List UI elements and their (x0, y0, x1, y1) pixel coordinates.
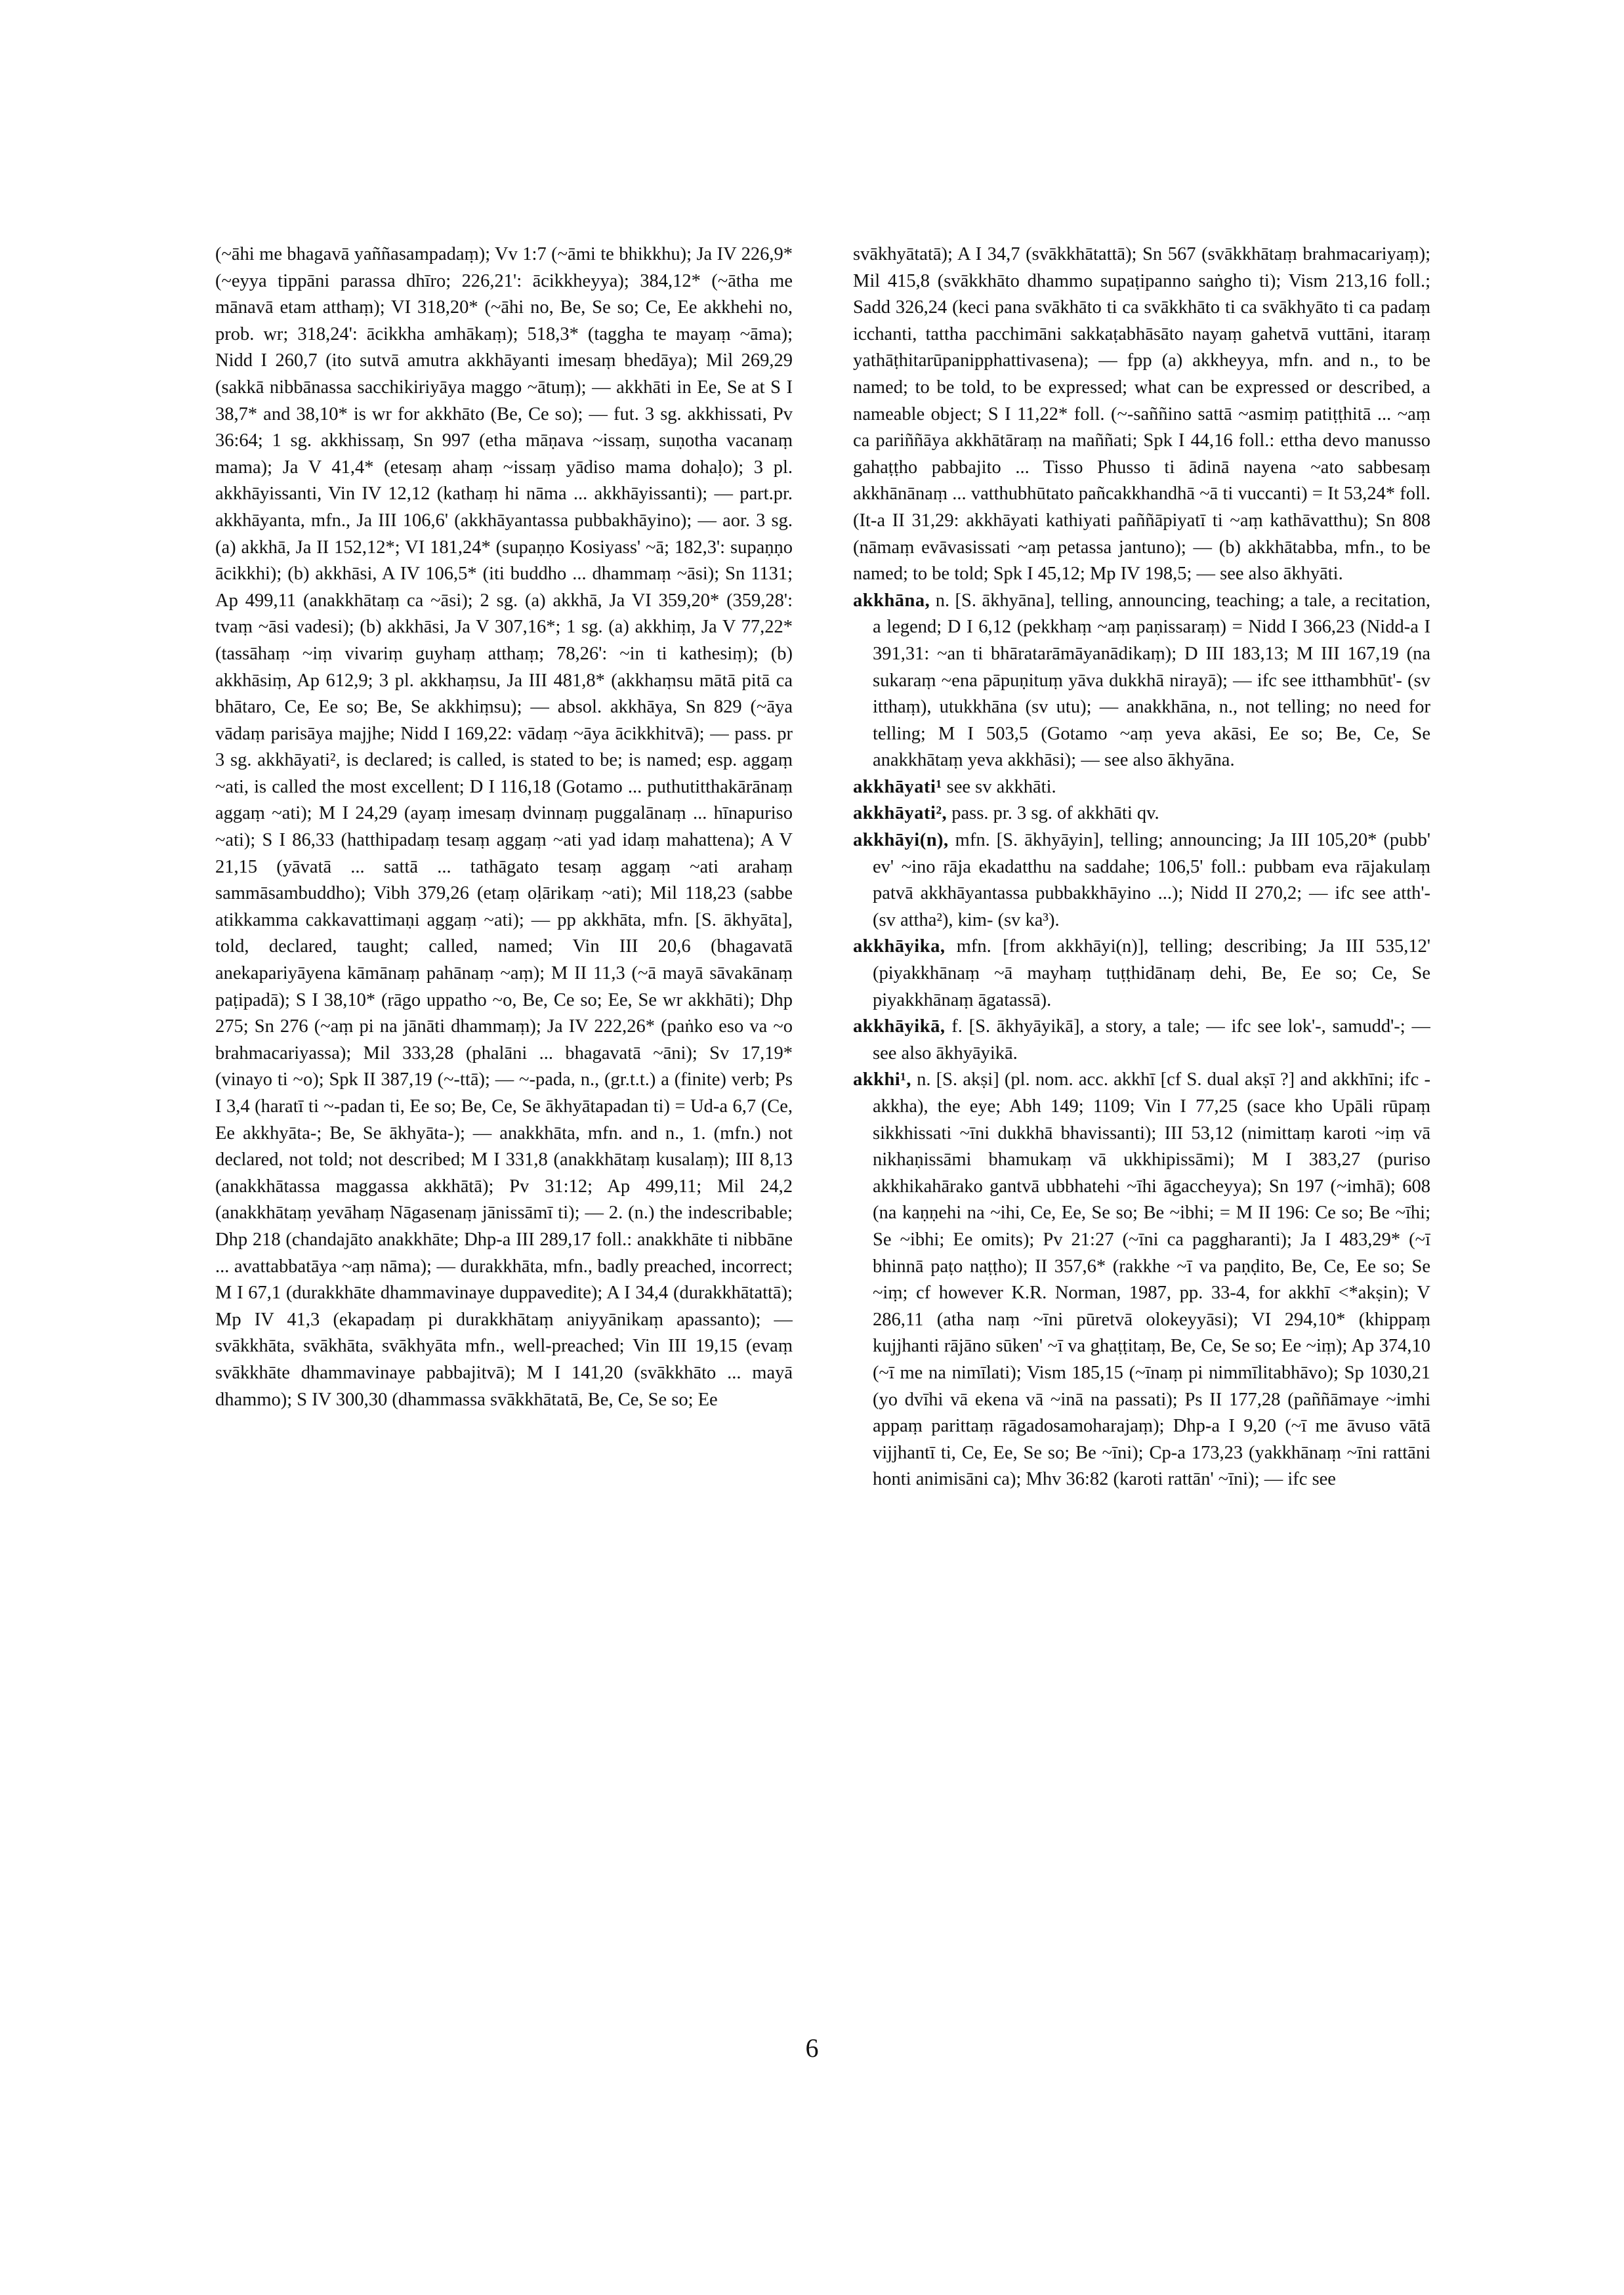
left-column (215, 241, 793, 1974)
page-number: 6 (805, 2033, 819, 2063)
entry-body: mfn. [from akkhāyi(n)], telling; describing; Ja III 535,12' (piyakkhānaṃ ~ā mayhaṃ tuṭṭhidānaṃ dehi, Be, Ee so; Ce, Se piyakkhānaṃ āgatassā). (873, 936, 1430, 1010)
entry-body: n. [S. ākhyāna], telling, announcing, teaching; a tale, a recitation, a legend; D I 6,12 (pekkhaṃ ~aṃ paṇissaraṃ) = Nidd I 366,23 (Nidd-a I 391,31: ~an ti bhāratarāmāyanādikaṃ); D III 183,13; M III 167,19 (na sukaraṃ ~ena pāpuṇituṃ yāva dukkhā nirayā); — ifc see itthambhūt'- (sv itthaṃ), utukkhāna (sv utu); — anakkhāna, n., not telling; no need for telling; M I 503,5 (Gotamo ~aṃ yeva akāsi, Ee so; Be, Ce, Se anakkhātaṃ yeva akkhāsi); — see also ākhyāna. (873, 590, 1430, 771)
right-column-continuation: svākhyātatā); A I 34,7 (svākkhātattā); Sn 567 (svākkhātaṃ brahmacariyaṃ); Mil 415,8 (svākkhāto dhammo supaṭipanno saṅgho ti); Vism 213,16 foll.; Sadd 326,24 (keci pana svākhāto ti ca svākkhāto ti ca svākhyāto ti ca padaṃ icchanti, tattha pacchimāni sakkaṭabhāsāto nayaṃ gahetvā vuttāni, itaraṃ yathāṭhitarūpanipphattivasena); — fpp (a) akkheyya, mfn. and n., to be named; to be told, to be expressed; what can be expressed or described, a nameable object; S I 11,22* foll. (~-saññino sattā ~asmiṃ patiṭṭhitā ... ~aṃ ca pariññāya akkhātāraṃ na maññati; Spk I 44,16 foll.: ettha devo manusso gahaṭṭho pabbajito ... Tisso Phusso ti ādinā nayena ~ato sabbesaṃ akkhānānaṃ ... vatthubhūtato pañcakkhandhā ~ā ti vuccanti) = It 53,24* foll. (It-a II 31,29: akkhāyati kathiyati paññāpiyatī ti ~aṃ kathāvatthu); Sn 808 (nāmaṃ evāvasissati ~aṃ petassa jantuno); — (b) akkhātabba, mfn., to be named; to be told; Spk I 45,12; Mp IV 198,5; — see also ākhyāti. (853, 244, 1430, 585)
headword: akkhāyikā, (853, 1016, 946, 1037)
headword: akkhāyika, (853, 936, 946, 957)
entry-akkhayin (853, 827, 1430, 934)
entry-body: mfn. [S. ākhyāyin], telling; announcing; Ja III 105,20* (pubb' ev' ~ino rāja ekadatthu na saddahe; 106,5' foll.: pubbam eva rājakulaṃ patvā akkhāyantassa pubbakkhāyino ...); Nidd II 270,2; — ifc see atth'- (sv attha²), kim- (sv ka³). (873, 830, 1430, 930)
headword: akkhāyi(n), (853, 830, 949, 851)
entry-body: see sv akkhāti. (946, 776, 1056, 797)
entry-akkhayika (853, 934, 1430, 1014)
entry-akkhana (853, 588, 1430, 774)
entry-akkhayati-2 (853, 800, 1430, 827)
right-column (853, 241, 1430, 1974)
entry-akkhi-1 (853, 1067, 1430, 1493)
headword: akkhāyati¹ (853, 776, 942, 797)
entry-body: n. [S. akṣi] (pl. nom. acc. akkhī [cf S. dual akṣī ?] and akkhīni; ifc -akkha), the eye; Abh 149; 1109; Vin I 77,25 (sace kho Upāli rūpaṃ sikkhissati ~īni dukkhā bhavissanti); III 53,12 (nimittaṃ karoti ~iṃ vā nikhaṇissāmi bhamukaṃ vā ukkhipissāmi); M I 383,27 (puriso akkhikahārako gantvā ubbhatehi ~īhi āgaccheyya); Sn 197 (~imhā); 608 (na kaṇṇehi na ~ihi, Ce, Ee, Se so; Be ~ibhi; = M II 196: Ce so; Be ~īhi; Se ~ibhi; Ee omits); Pv 21:27 (~īni ca paggharanti); Ja I 483,29* (~ī bhinnā paṭo naṭṭho); II 357,6* (rakkhe ~ī va paṇḍito, Be, Ce, Ee so; Se ~iṃ; cf however K.R. Norman, 1987, pp. 33-4, for akkhī <*akṣin); V 286,11 (atha naṃ ~īni pūretvā olokeyyāsi); VI 294,10* (khippaṃ kujjhanti rājāno sūken' ~ī va ghaṭṭitaṃ, Be, Ce, Se so; Ee ~iṃ); Ap 374,10 (~ī me na nimīlati); Vism 185,15 (~īnaṃ pi nimmīlitabhāvo); Sp 1030,21 (yo dvīhi vā ekena vā ~inā na passati); Ps II 177,28 (paññāmaye ~imhi appaṃ parittaṃ rāgadosamoharajaṃ); Dhp-a I 9,20 (~ī me āvuso vātā vijjhantī ti, Ce, Ee, Se so; Be ~īni); Cp-a 173,23 (yakkhānaṃ ~īni rattāni honti animisāni ca); Mhv 36:82 (karoti rattān' ~īni); — ifc see (873, 1069, 1430, 1490)
headword: akkhāna, (853, 590, 930, 611)
entry-body: f. [S. ākhyāyikā], a story, a tale; — ifc see lok'-, samudd'-; — see also ākhyāyikā. (873, 1016, 1430, 1064)
entry-akkhayati-1 (853, 774, 1430, 801)
headword: akkhāyati², (853, 803, 947, 824)
entry-body: pass. pr. 3 sg. of akkhāti qv. (951, 803, 1159, 824)
entry-akkhayika-f (853, 1014, 1430, 1067)
headword: akkhi¹, (853, 1069, 911, 1090)
left-column-text: (~āhi me bhagavā yaññasampadaṃ); Vv 1:7 (~āmi te bhikkhu); Ja IV 226,9* (~eyya tippāni parassa dhīro; 226,21': ācikkheyya); 384,12* (~ātha me mānavā etam atthaṃ); VI 318,20* (~āhi no, Be, Se so; Ce, Ee akkhehi no, prob. wr; 318,24': ācikkha amhākaṃ); 518,3* (taggha te mayaṃ ~āma); Nidd I 260,7 (ito sutvā amutra akkhāyanti imesaṃ bhedāya); Mil 269,29 (sakkā nibbānassa sacchikiriyāya maggo ~ātuṃ); — akkhāti in Ee, Se at S I 38,7* and 38,10* is wr for akkhāto (Be, Ce so); — fut. 3 sg. akkhissati, Pv 36:64; 1 sg. akkhissaṃ, Sn 997 (etha māṇava ~issaṃ, suṇotha vacanaṃ mama); Ja V 41,4* (etesaṃ ahaṃ ~issaṃ yādiso mama dohaḷo); 3 pl. akkhāyissanti, Vin IV 12,12 (kathaṃ hi nāma ... akkhāyissanti); — part.pr. akkhāyanta, mfn., Ja III 106,6' (akkhāyantassa pubbakhāyino); — aor. 3 sg. (a) akkhā, Ja II 152,12*; VI 181,24* (supaṇṇo Kosiyass' ~ā; 182,3': supaṇṇo ācikkhi); (b) akkhāsi, A IV 106,5* (iti buddho ... dhammaṃ ~āsi); Sn 1131; Ap 499,11 (anakkhātaṃ ca ~āsi); 2 sg. (a) akkhā, Ja VI 359,20* (359,28': tvaṃ ~āsi vadesi); (b) akkhāsi, Ja V 307,16*; 1 sg. (a) akkhiṃ, Ja V 77,22* (tassāhaṃ ~iṃ vivariṃ guyhaṃ atthaṃ; 78,26': ~in ti kathesiṃ); (b) akkhāsiṃ, Ap 612,9; 3 pl. akkhaṃsu, Ja III 481,8* (akkhaṃsu mātā pitā ca bhātaro, Ce, Ee so; Be, Se akkhiṃsu); — absol. akkhāya, Sn 829 (~āya vādaṃ parisāya majjhe; Nidd I 169,22: vādaṃ ~āya ācikkhitvā); — pass. pr 3 sg. akkhāyati², is declared; is called, is stated to be; is named; esp. aggaṃ ~ati, is called the most excellent; D I 116,18 (Gotamo ... puthutitthakārānaṃ aggaṃ ~ati); M I 24,29 (ayaṃ imesaṃ dvinnaṃ puggalānaṃ ... hīnapuriso ~ati); S I 86,33 (hatthipadaṃ tesaṃ aggaṃ ~ati yad idaṃ mahattena); A V 21,15 (yāvatā ... sattā ... tathāgato tesaṃ aggaṃ ~ati arahaṃ sammāsambuddho); Vibh 379,26 (etaṃ oḷārikaṃ ~ati); Mil 118,23 (sabbe atikkamma cakkavattimaṇi aggaṃ ~ati); — pp akkhāta, mfn. [S. ākhyāta], told, declared, taught; called, named; Vin III 20,6 (bhagavatā anekapariyāyena kāmānaṃ pahānaṃ ~aṃ); M II 11,3 (~ā mayā sāvakānaṃ paṭipadā); S I 38,10* (rāgo uppatho ~o, Be, Ce so; Ee, Se wr akkhāti); Dhp 275; Sn 276 (~aṃ pi na jānāti dhammaṃ); Ja IV 222,26* (paṅko eso va ~o brahmacariyassa); Mil 333,28 (phalāni ... bhagavatā ~āni); Sv 17,19* (vinayo ti ~o); Spk II 387,19 (~-ttā); — ~-pada, n., (gr.t.t.) a (finite) verb; Ps I 3,4 (haratī ti ~-padan ti, Ee so; Be, Ce, Se ākhyātapadan ti) = Ud-a 6,7 (Ce, Ee akkhyāta-; Be, Se ākhyāta-); — anakkhāta, mfn. and n., 1. (mfn.) not declared, not told; not described; M I 331,8 (anakkhātaṃ kusalaṃ); III 8,13 (anakkhātassa maggassa akkhātā); Pv 31:12; Ap 499,11; Mil 24,2 (anakkhātaṃ yevāhaṃ Nāgasenaṃ jānissāmī ti); — 2. (n.) the indescribable; Dhp 218 (chandajāto anakkhāte; Dhp-a III 289,17 foll.: anakkhāte ti nibbāne ... avattabbatāya ~aṃ nāma); — durakkhāta, mfn., badly preached, incorrect; M I 67,1 (durakkhāte dhammavinaye duppavedite); A I 34,4 (durakkhātattā); Mp IV 41,3 (ekapadaṃ pi durakkhātaṃ aniyyānikaṃ apassanto); — svākkhāta, svākhāta, svākhyāta mfn., well-preached; Vin III 19,15 (evaṃ svākkhāte dhammavinaye pabbajitvā); M I 141,20 (svākkhāto ... mayā dhammo); S IV 300,30 (dhammassa svākkhātatā, Be, Ce, Se so; Ee (215, 244, 793, 1410)
